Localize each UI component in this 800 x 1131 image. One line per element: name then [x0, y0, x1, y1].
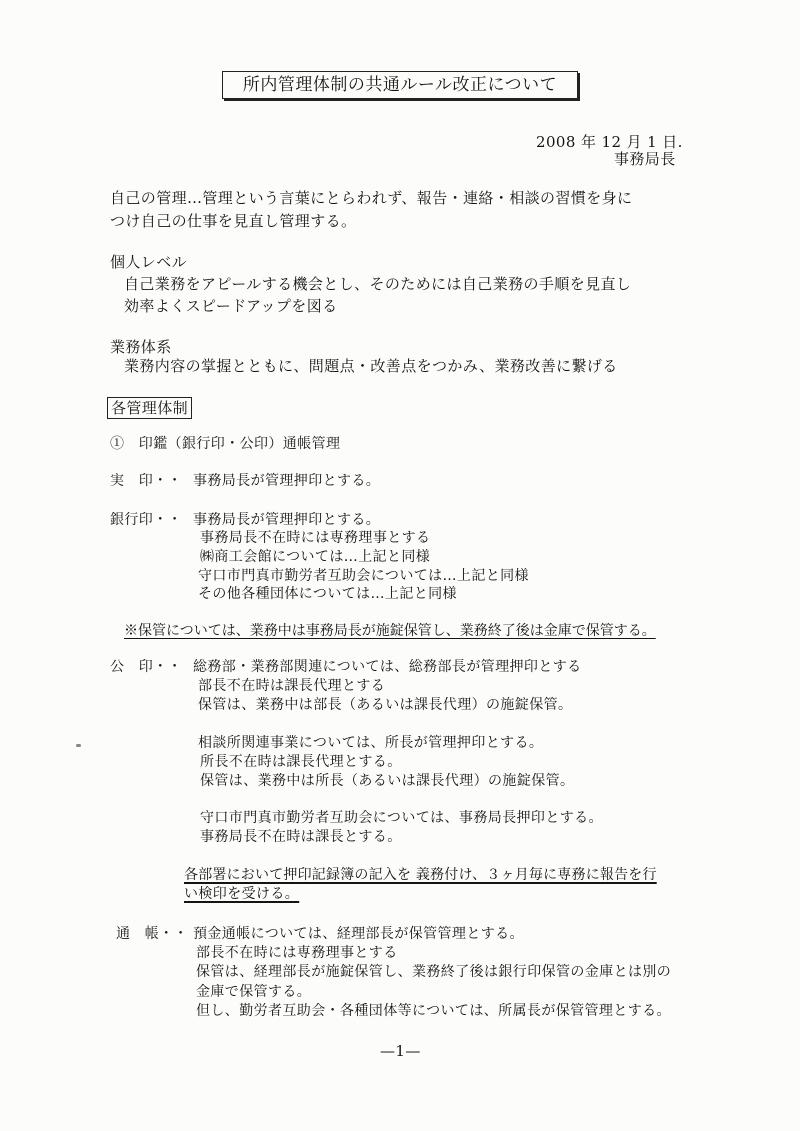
personal-line-2: 効率よくスピードアップを図る [124, 297, 338, 315]
ginkoin-line: 守口市門真市勤労者互助会については…上記と同様 [198, 568, 529, 584]
jitsuin-label: 実 印・・ [110, 473, 182, 489]
koin-line: 守口市門真市勤労者互助会については、事務局長押印とする。 [200, 810, 603, 826]
tsucho-line: 保管は、経理部長が施錠保管し、業務終了後は銀行印保管の金庫とは別の [196, 964, 672, 980]
tsucho-label: 通 帳・・ [116, 926, 188, 942]
koin-line: 事務局長不在時は課長とする。 [200, 829, 402, 845]
koin-label: 公 印・・ [110, 659, 182, 675]
document-title: 所内管理体制の共通ルール改正について [222, 71, 578, 99]
section-heading: 各管理体制 [107, 397, 192, 419]
ginkoin-line: 事務局長が管理押印とする。 [193, 512, 381, 528]
tsucho-line: 部長不在時には専務理事とする [196, 945, 398, 961]
koin-line: 保管は、業務中は部長（あるいは課長代理）の施錠保管。 [198, 697, 573, 713]
tsucho-line: 但し、勤労者互助会・各種団体等については、所属長が保管管理とする。 [196, 1003, 671, 1019]
koin-line: 所長不在時は課長代理とする。 [200, 754, 402, 770]
personal-heading: 個人レベル [110, 253, 188, 271]
tsucho-line: 預金通帳については、経理部長が保管管理とする。 [193, 926, 524, 942]
koin-line: 相談所関連事業については、所長が管理押印とする。 [198, 735, 544, 751]
koin-line: 保管は、業務中は所長（あるいは課長代理）の施錠保管。 [200, 773, 575, 789]
koin-line: 部長不在時は課長代理とする [198, 678, 386, 694]
business-line-1: 業務内容の掌握とともに、問題点・改善点をつかみ、業務改善に繋げる [124, 357, 618, 375]
personal-line-1: 自己業務をアピールする機会とし、そのためには自己業務の手順を見直し [124, 275, 632, 293]
koin-line: 総務部・業務部関連については、総務部長が管理押印とする [193, 659, 582, 675]
ginkoin-note: ※保管については、業務中は事務局長が施錠保管し、業務終了後は金庫で保管する。 [124, 623, 656, 639]
page-number: —1— [380, 1042, 421, 1060]
ginkoin-line: その他各種団体については…上記と同様 [198, 586, 457, 602]
section-item-1: ① 印鑑（銀行印・公印）通帳管理 [110, 436, 341, 452]
ginkoin-label: 銀行印・・ [110, 512, 182, 528]
business-heading: 業務体系 [110, 338, 172, 356]
intro-line-1: 自己の管理…管理という言葉にとらわれず、報告・連絡・相談の習慣を身に [110, 189, 633, 207]
scan-speck [76, 744, 81, 747]
koin-note-line-1: 各部署において押印記録簿の記入を 義務付け、３ヶ月毎に専務に報告を行 [184, 867, 657, 883]
document-date: 2008 年 12 月 1 日. [536, 133, 683, 151]
koin-note-line-2: い検印を受ける。 [184, 886, 300, 902]
jitsuin-text: 事務局長が管理押印とする。 [193, 473, 381, 489]
ginkoin-line: ㈱商工会館については…上記と同様 [200, 549, 431, 565]
tsucho-line: 金庫で保管する。 [196, 984, 312, 1000]
intro-line-2: つけ自己の仕事を見直し管理する。 [110, 212, 357, 230]
ginkoin-line: 事務局長不在時には専務理事とする [200, 530, 431, 546]
document-author: 事務局長 [614, 150, 676, 168]
